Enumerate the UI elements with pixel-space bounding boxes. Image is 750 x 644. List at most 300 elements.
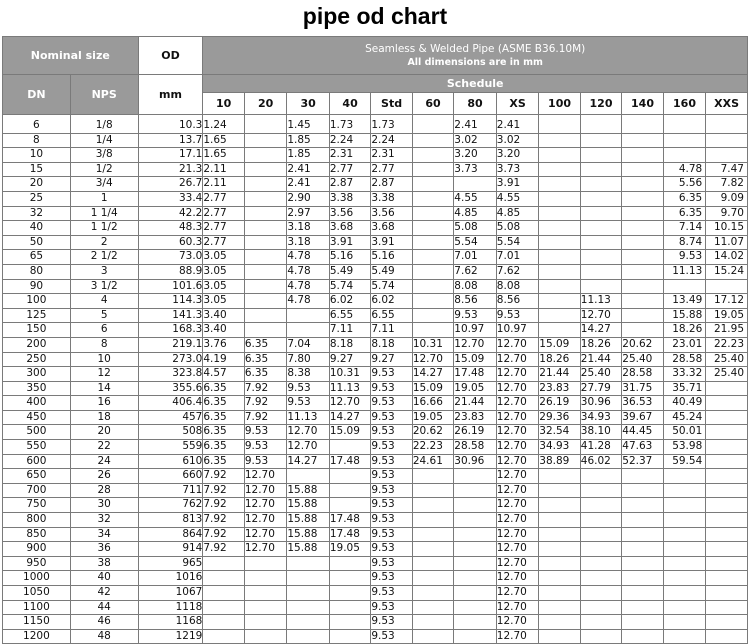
thickness-cell xyxy=(663,600,706,615)
thickness-cell: 1.73 xyxy=(329,115,370,134)
od-cell: 559 xyxy=(138,440,203,455)
thickness-cell: 6.35 xyxy=(203,381,244,396)
thickness-cell: 12.70 xyxy=(496,410,539,425)
schedule-col-header: Std xyxy=(371,93,412,115)
thickness-cell: 4.78 xyxy=(287,250,330,265)
thickness-cell: 53.98 xyxy=(663,440,706,455)
schedule-col-header: 160 xyxy=(663,93,706,115)
thickness-cell: 6.02 xyxy=(371,294,412,309)
thickness-cell: 6.35 xyxy=(203,454,244,469)
thickness-cell xyxy=(412,498,453,513)
thickness-cell xyxy=(580,221,621,236)
thickness-cell: 52.37 xyxy=(622,454,663,469)
thickness-cell: 29.36 xyxy=(539,410,580,425)
table-row xyxy=(3,571,748,586)
thickness-cell: 23.83 xyxy=(539,381,580,396)
thickness-cell: 6.35 xyxy=(244,337,287,352)
table-row xyxy=(3,177,748,192)
thickness-cell xyxy=(663,115,706,134)
thickness-cell xyxy=(412,615,453,630)
thickness-cell: 12.70 xyxy=(496,556,539,571)
thickness-cell: 10.15 xyxy=(706,221,748,236)
thickness-cell: 8.74 xyxy=(663,235,706,250)
thickness-cell: 3.76 xyxy=(203,337,244,352)
dn-cell: 550 xyxy=(3,440,71,455)
thickness-cell: 17.12 xyxy=(706,294,748,309)
thickness-cell xyxy=(539,279,580,294)
page-title: pipe od chart xyxy=(302,3,448,29)
thickness-cell: 9.09 xyxy=(706,191,748,206)
thickness-cell xyxy=(663,571,706,586)
thickness-cell xyxy=(663,133,706,148)
thickness-cell xyxy=(580,250,621,265)
thickness-cell: 21.44 xyxy=(580,352,621,367)
thickness-cell: 12.70 xyxy=(496,396,539,411)
thickness-cell xyxy=(287,615,330,630)
thickness-cell xyxy=(622,235,663,250)
nps-cell: 48 xyxy=(70,629,138,644)
thickness-cell: 8.38 xyxy=(287,367,330,382)
thickness-cell: 19.05 xyxy=(706,308,748,323)
thickness-cell xyxy=(244,133,287,148)
thickness-cell: 31.75 xyxy=(622,381,663,396)
thickness-cell: 6.35 xyxy=(244,367,287,382)
thickness-cell xyxy=(244,279,287,294)
thickness-cell xyxy=(622,527,663,542)
od-cell: 1118 xyxy=(138,600,203,615)
thickness-cell xyxy=(454,600,497,615)
thickness-cell: 15.88 xyxy=(287,498,330,513)
thickness-cell xyxy=(412,629,453,644)
thickness-cell: 6.55 xyxy=(329,308,370,323)
thickness-cell xyxy=(706,425,748,440)
dn-cell: 6 xyxy=(3,115,71,134)
dn-cell: 500 xyxy=(3,425,71,440)
od-cell: 323.8 xyxy=(138,367,203,382)
thickness-cell: 6.55 xyxy=(371,308,412,323)
thickness-cell: 3.05 xyxy=(203,294,244,309)
thickness-cell xyxy=(412,191,453,206)
thickness-cell: 7.92 xyxy=(244,410,287,425)
od-cell: 711 xyxy=(138,483,203,498)
thickness-cell: 46.02 xyxy=(580,454,621,469)
dn-cell: 600 xyxy=(3,454,71,469)
thickness-cell: 12.70 xyxy=(287,440,330,455)
thickness-cell xyxy=(287,323,330,338)
thickness-cell xyxy=(412,264,453,279)
thickness-cell: 12.70 xyxy=(496,483,539,498)
thickness-cell xyxy=(454,571,497,586)
thickness-cell: 6.35 xyxy=(663,206,706,221)
thickness-cell: 7.62 xyxy=(496,264,539,279)
table-row xyxy=(3,191,748,206)
thickness-cell xyxy=(706,498,748,513)
thickness-cell: 9.53 xyxy=(371,425,412,440)
thickness-cell: 3.68 xyxy=(329,221,370,236)
thickness-cell: 44.45 xyxy=(622,425,663,440)
thickness-cell: 3.20 xyxy=(454,148,497,163)
thickness-cell: 9.53 xyxy=(371,600,412,615)
thickness-cell: 2.41 xyxy=(287,177,330,192)
table-row xyxy=(3,513,748,528)
thickness-cell xyxy=(580,513,621,528)
schedule-col-header: 100 xyxy=(539,93,580,115)
nps-cell: 4 xyxy=(70,294,138,309)
schedule-col-header: XXS xyxy=(706,93,748,115)
thickness-cell: 15.09 xyxy=(412,381,453,396)
table-row xyxy=(3,586,748,601)
thickness-cell xyxy=(663,586,706,601)
nps-cell: 44 xyxy=(70,600,138,615)
thickness-cell: 5.74 xyxy=(329,279,370,294)
thickness-cell: 32.54 xyxy=(539,425,580,440)
thickness-cell: 14.27 xyxy=(287,454,330,469)
thickness-cell: 28.58 xyxy=(622,367,663,382)
table-row xyxy=(3,250,748,265)
thickness-cell: 3.40 xyxy=(203,323,244,338)
thickness-cell: 8.56 xyxy=(454,294,497,309)
thickness-cell: 3.18 xyxy=(287,235,330,250)
thickness-cell: 17.48 xyxy=(329,513,370,528)
nps-cell: 16 xyxy=(70,396,138,411)
dn-cell: 15 xyxy=(3,162,71,177)
thickness-cell: 4.57 xyxy=(203,367,244,382)
thickness-cell xyxy=(412,469,453,484)
thickness-cell xyxy=(539,115,580,134)
schedule-col-header: XS xyxy=(496,93,539,115)
thickness-cell: 23.83 xyxy=(454,410,497,425)
schedule-col-header: 20 xyxy=(244,93,287,115)
table-row xyxy=(3,162,748,177)
od-cell: 1168 xyxy=(138,615,203,630)
thickness-cell: 3.91 xyxy=(371,235,412,250)
dn-cell: 125 xyxy=(3,308,71,323)
thickness-cell: 5.16 xyxy=(371,250,412,265)
thickness-cell: 9.53 xyxy=(371,615,412,630)
thickness-cell: 6.35 xyxy=(663,191,706,206)
thickness-cell xyxy=(287,308,330,323)
thickness-cell xyxy=(287,571,330,586)
thickness-cell xyxy=(580,469,621,484)
thickness-cell xyxy=(663,483,706,498)
od-cell: 48.3 xyxy=(138,221,203,236)
thickness-cell: 9.53 xyxy=(454,308,497,323)
nps-cell: 28 xyxy=(70,483,138,498)
thickness-cell: 12.70 xyxy=(580,308,621,323)
thickness-cell: 2.41 xyxy=(496,115,539,134)
nps-cell: 18 xyxy=(70,410,138,425)
thickness-cell: 5.54 xyxy=(496,235,539,250)
thickness-cell: 6.35 xyxy=(203,410,244,425)
thickness-cell: 4.85 xyxy=(496,206,539,221)
thickness-cell xyxy=(244,206,287,221)
thickness-cell: 10.31 xyxy=(412,337,453,352)
thickness-cell: 4.19 xyxy=(203,352,244,367)
od-cell: 273.0 xyxy=(138,352,203,367)
thickness-cell: 7.82 xyxy=(706,177,748,192)
thickness-cell xyxy=(706,396,748,411)
thickness-cell: 2.31 xyxy=(371,148,412,163)
thickness-cell: 3.56 xyxy=(329,206,370,221)
thickness-cell: 20.62 xyxy=(622,337,663,352)
thickness-cell: 7.04 xyxy=(287,337,330,352)
thickness-cell xyxy=(622,600,663,615)
dn-cell: 900 xyxy=(3,542,71,557)
od-cell: 355.6 xyxy=(138,381,203,396)
thickness-cell: 23.01 xyxy=(663,337,706,352)
thickness-cell: 8.18 xyxy=(329,337,370,352)
thickness-cell: 9.53 xyxy=(371,498,412,513)
thickness-cell xyxy=(412,148,453,163)
thickness-cell xyxy=(539,148,580,163)
thickness-cell xyxy=(622,115,663,134)
thickness-cell xyxy=(580,264,621,279)
thickness-cell xyxy=(622,308,663,323)
thickness-cell xyxy=(454,469,497,484)
thickness-cell xyxy=(622,279,663,294)
thickness-cell: 1.65 xyxy=(203,133,244,148)
thickness-cell: 7.92 xyxy=(203,513,244,528)
thickness-cell xyxy=(622,250,663,265)
thickness-cell xyxy=(329,483,370,498)
thickness-cell: 14.27 xyxy=(580,323,621,338)
thickness-cell xyxy=(706,542,748,557)
thickness-cell xyxy=(622,162,663,177)
thickness-cell xyxy=(580,542,621,557)
od-cell: 914 xyxy=(138,542,203,557)
thickness-cell: 7.47 xyxy=(706,162,748,177)
thickness-cell xyxy=(329,571,370,586)
table-row xyxy=(3,425,748,440)
table-row xyxy=(3,629,748,644)
thickness-cell: 12.70 xyxy=(496,440,539,455)
thickness-cell: 7.92 xyxy=(244,381,287,396)
thickness-cell: 12.70 xyxy=(496,367,539,382)
thickness-cell xyxy=(203,586,244,601)
thickness-cell xyxy=(203,600,244,615)
thickness-cell xyxy=(244,308,287,323)
thickness-cell xyxy=(580,556,621,571)
thickness-cell: 12.70 xyxy=(244,483,287,498)
thickness-cell: 33.32 xyxy=(663,367,706,382)
thickness-cell: 2.90 xyxy=(287,191,330,206)
dn-cell: 300 xyxy=(3,367,71,382)
thickness-cell: 25.40 xyxy=(706,352,748,367)
thickness-cell xyxy=(539,483,580,498)
thickness-cell xyxy=(663,556,706,571)
thickness-cell xyxy=(622,498,663,513)
thickness-cell xyxy=(244,162,287,177)
thickness-cell: 6.35 xyxy=(203,425,244,440)
thickness-cell: 34.93 xyxy=(539,440,580,455)
thickness-cell: 17.48 xyxy=(329,454,370,469)
thickness-cell: 15.88 xyxy=(287,483,330,498)
table-row xyxy=(3,440,748,455)
od-cell: 17.1 xyxy=(138,148,203,163)
thickness-cell: 47.63 xyxy=(622,440,663,455)
table-row xyxy=(3,410,748,425)
thickness-cell: 3.38 xyxy=(371,191,412,206)
dn-cell: 700 xyxy=(3,483,71,498)
thickness-cell xyxy=(539,586,580,601)
thickness-cell xyxy=(329,629,370,644)
table-row xyxy=(3,148,748,163)
od-cell: 965 xyxy=(138,556,203,571)
pipe-od-table xyxy=(2,36,748,644)
thickness-cell: 12.70 xyxy=(496,425,539,440)
dn-cell: 950 xyxy=(3,556,71,571)
thickness-cell xyxy=(706,148,748,163)
table-row xyxy=(3,469,748,484)
thickness-cell xyxy=(244,556,287,571)
thickness-cell: 7.01 xyxy=(496,250,539,265)
thickness-cell: 12.70 xyxy=(244,498,287,513)
table-row xyxy=(3,206,748,221)
od-cell: 508 xyxy=(138,425,203,440)
thickness-cell: 9.53 xyxy=(371,396,412,411)
thickness-cell: 11.13 xyxy=(663,264,706,279)
thickness-cell: 21.44 xyxy=(539,367,580,382)
schedule-col-header: 30 xyxy=(287,93,330,115)
schedule-col-header: 40 xyxy=(329,93,370,115)
thickness-cell: 2.77 xyxy=(371,162,412,177)
thickness-cell: 4.55 xyxy=(454,191,497,206)
thickness-cell: 12.70 xyxy=(496,381,539,396)
dn-cell: 350 xyxy=(3,381,71,396)
thickness-cell xyxy=(244,191,287,206)
thickness-cell xyxy=(244,235,287,250)
od-cell: 660 xyxy=(138,469,203,484)
thickness-cell xyxy=(539,221,580,236)
table-row xyxy=(3,483,748,498)
thickness-cell xyxy=(539,571,580,586)
nps-cell: 38 xyxy=(70,556,138,571)
thickness-cell xyxy=(454,629,497,644)
thickness-cell: 5.49 xyxy=(371,264,412,279)
thickness-cell xyxy=(580,586,621,601)
thickness-cell xyxy=(622,469,663,484)
nps-cell: 20 xyxy=(70,425,138,440)
thickness-cell: 5.49 xyxy=(329,264,370,279)
dn-cell: 750 xyxy=(3,498,71,513)
thickness-cell xyxy=(539,615,580,630)
thickness-cell: 14.02 xyxy=(706,250,748,265)
thickness-cell: 19.05 xyxy=(329,542,370,557)
thickness-cell xyxy=(412,133,453,148)
od-cell: 1219 xyxy=(138,629,203,644)
nps-cell: 34 xyxy=(70,527,138,542)
thickness-cell: 3.02 xyxy=(454,133,497,148)
mm-header: mm xyxy=(138,75,203,115)
thickness-cell: 9.53 xyxy=(371,483,412,498)
od-cell: 864 xyxy=(138,527,203,542)
thickness-cell xyxy=(622,133,663,148)
thickness-cell xyxy=(412,221,453,236)
table-row xyxy=(3,381,748,396)
thickness-cell: 9.53 xyxy=(371,440,412,455)
nps-cell: 36 xyxy=(70,542,138,557)
thickness-cell: 11.13 xyxy=(287,410,330,425)
thickness-cell xyxy=(622,513,663,528)
thickness-cell: 25.40 xyxy=(580,367,621,382)
thickness-cell: 3.91 xyxy=(496,177,539,192)
table-row xyxy=(3,308,748,323)
dn-cell: 50 xyxy=(3,235,71,250)
thickness-cell: 7.01 xyxy=(454,250,497,265)
nps-cell: 2 xyxy=(70,235,138,250)
thickness-cell: 6.35 xyxy=(203,440,244,455)
nps-header: NPS xyxy=(70,75,138,115)
thickness-cell xyxy=(580,177,621,192)
od-cell: 73.0 xyxy=(138,250,203,265)
thickness-cell: 12.70 xyxy=(454,337,497,352)
thickness-cell: 12.70 xyxy=(496,542,539,557)
dn-cell: 850 xyxy=(3,527,71,542)
thickness-cell: 26.19 xyxy=(454,425,497,440)
od-cell: 610 xyxy=(138,454,203,469)
dn-cell: 10 xyxy=(3,148,71,163)
thickness-cell xyxy=(663,498,706,513)
thickness-cell: 4.78 xyxy=(663,162,706,177)
thickness-cell: 4.78 xyxy=(287,294,330,309)
dn-cell: 1200 xyxy=(3,629,71,644)
schedule-col-header: 60 xyxy=(412,93,453,115)
od-cell: 168.3 xyxy=(138,323,203,338)
thickness-cell xyxy=(203,571,244,586)
thickness-cell xyxy=(412,162,453,177)
thickness-cell: 5.56 xyxy=(663,177,706,192)
thickness-cell: 12.70 xyxy=(329,396,370,411)
thickness-cell xyxy=(412,115,453,134)
thickness-cell: 1.85 xyxy=(287,148,330,163)
od-cell: 406.4 xyxy=(138,396,203,411)
thickness-cell xyxy=(580,206,621,221)
thickness-cell xyxy=(287,629,330,644)
thickness-cell: 8.56 xyxy=(496,294,539,309)
thickness-cell: 15.09 xyxy=(539,337,580,352)
thickness-cell: 14.27 xyxy=(412,367,453,382)
thickness-cell xyxy=(539,191,580,206)
table-row xyxy=(3,279,748,294)
thickness-cell: 11.13 xyxy=(580,294,621,309)
thickness-cell xyxy=(412,556,453,571)
thickness-cell xyxy=(539,556,580,571)
od-cell: 762 xyxy=(138,498,203,513)
thickness-cell xyxy=(244,294,287,309)
dn-cell: 32 xyxy=(3,206,71,221)
thickness-cell xyxy=(622,542,663,557)
nps-cell: 26 xyxy=(70,469,138,484)
thickness-cell xyxy=(244,115,287,134)
dn-cell: 20 xyxy=(3,177,71,192)
dn-cell: 100 xyxy=(3,294,71,309)
thickness-cell xyxy=(580,279,621,294)
thickness-cell: 2.11 xyxy=(203,162,244,177)
thickness-cell xyxy=(622,264,663,279)
dn-cell: 250 xyxy=(3,352,71,367)
thickness-cell xyxy=(539,308,580,323)
thickness-cell: 12.70 xyxy=(496,337,539,352)
table-row xyxy=(3,556,748,571)
thickness-cell: 6.02 xyxy=(329,294,370,309)
thickness-cell xyxy=(244,177,287,192)
thickness-cell xyxy=(454,513,497,528)
dn-cell: 1000 xyxy=(3,571,71,586)
dn-header: DN xyxy=(3,75,71,115)
thickness-cell xyxy=(454,177,497,192)
thickness-cell xyxy=(580,148,621,163)
thickness-cell xyxy=(539,323,580,338)
